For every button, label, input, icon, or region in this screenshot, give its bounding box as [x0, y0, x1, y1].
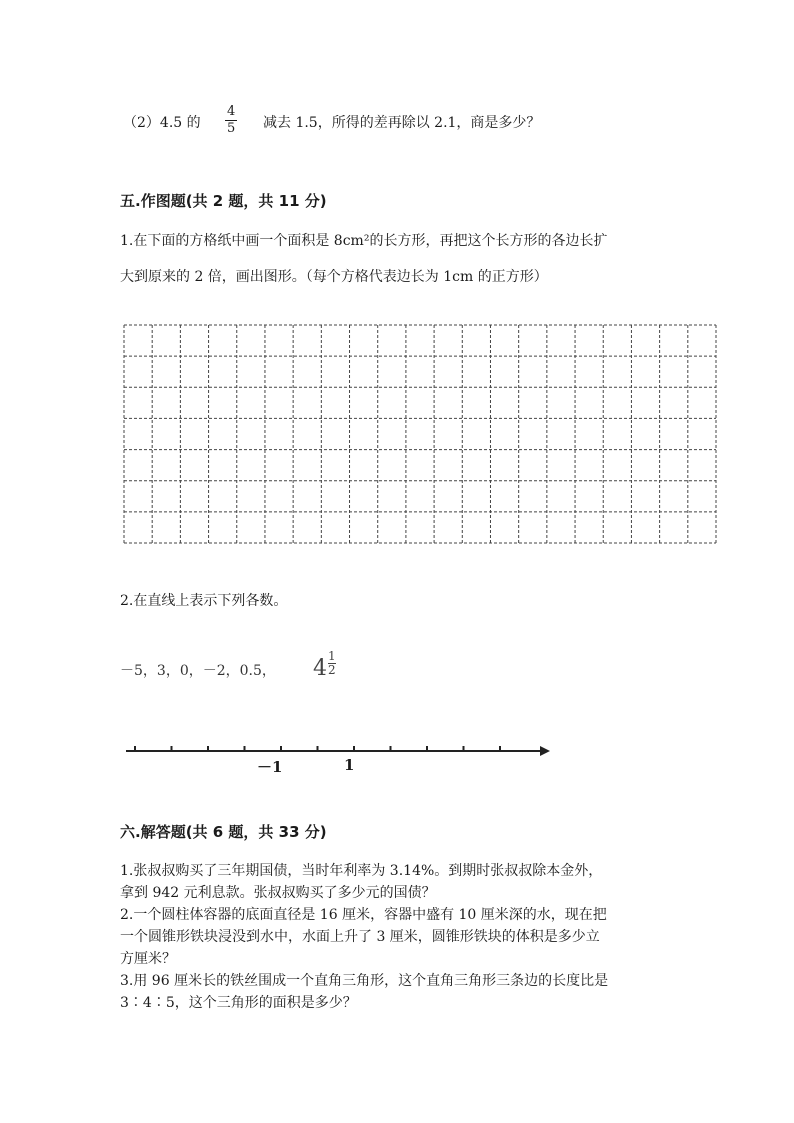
number-line[interactable] [120, 735, 560, 780]
section5-title: 五.作图题(共 2 题，共 11 分) [120, 192, 327, 210]
mixed-denominator: 2 [328, 663, 336, 677]
s6-q3-line2: 3∶4∶5，这个三角形的面积是多少？ [120, 995, 357, 1011]
s6-question-block [120, 860, 608, 1014]
fraction-four-fifths [225, 104, 237, 137]
numbers-list: －5，3，0，－2，0.5， [120, 663, 276, 679]
q2-prefix: （2）4.5 的 [123, 115, 201, 131]
axis-label-neg-one: －1 [257, 758, 283, 776]
s6-q1-line2: 拿到 942 元利息款。张叔叔购买了多少元的国债？ [120, 885, 436, 901]
mixed-number-four-and-half [313, 649, 336, 681]
mixed-numerator: 1 [328, 649, 336, 663]
mixed-whole: 4 [313, 656, 327, 681]
s6-q2-line1: 2.一个圆柱体容器的底面直径是 16 厘米，容器中盛有 10 厘米深的水，现在把 [120, 907, 607, 923]
s6-q2-line3: 方厘米？ [120, 951, 176, 967]
q2-suffix: 减去 1.5，所得的差再除以 2.1，商是多少？ [263, 115, 541, 131]
s5-q1-line2: 大到原来的 2 倍，画出图形。（每个方格代表边长为 1cm 的正方形） [120, 269, 548, 285]
s6-q2-line2: 一个圆锥形铁块浸没到水中，水面上升了 3 厘米，圆锥形铁块的体积是多少立 [120, 929, 600, 945]
arrow-right-icon [540, 746, 550, 756]
square-grid-paper[interactable] [123, 324, 717, 544]
s5-q2-title: 2.在直线上表示下列各数。 [120, 593, 288, 609]
axis-label-one: 1 [344, 756, 355, 774]
mixed-fraction [328, 650, 336, 677]
fraction-numerator: 4 [227, 104, 236, 119]
fraction-denominator: 5 [227, 121, 236, 136]
s6-q1-line1: 1.张叔叔购买了三年期国债，当时年利率为 3.14%。到期时张叔叔除本金外， [120, 863, 603, 879]
section6-title: 六.解答题(共 6 题，共 33 分) [120, 823, 327, 841]
s5-q1-line1: 1.在下面的方格纸中画一个面积是 8cm²的长方形，再把这个长方形的各边长扩 [120, 233, 608, 249]
s6-q3-line1: 3.用 96 厘米长的铁丝围成一个直角三角形，这个直角三角形三条边的长度比是 [120, 973, 609, 989]
